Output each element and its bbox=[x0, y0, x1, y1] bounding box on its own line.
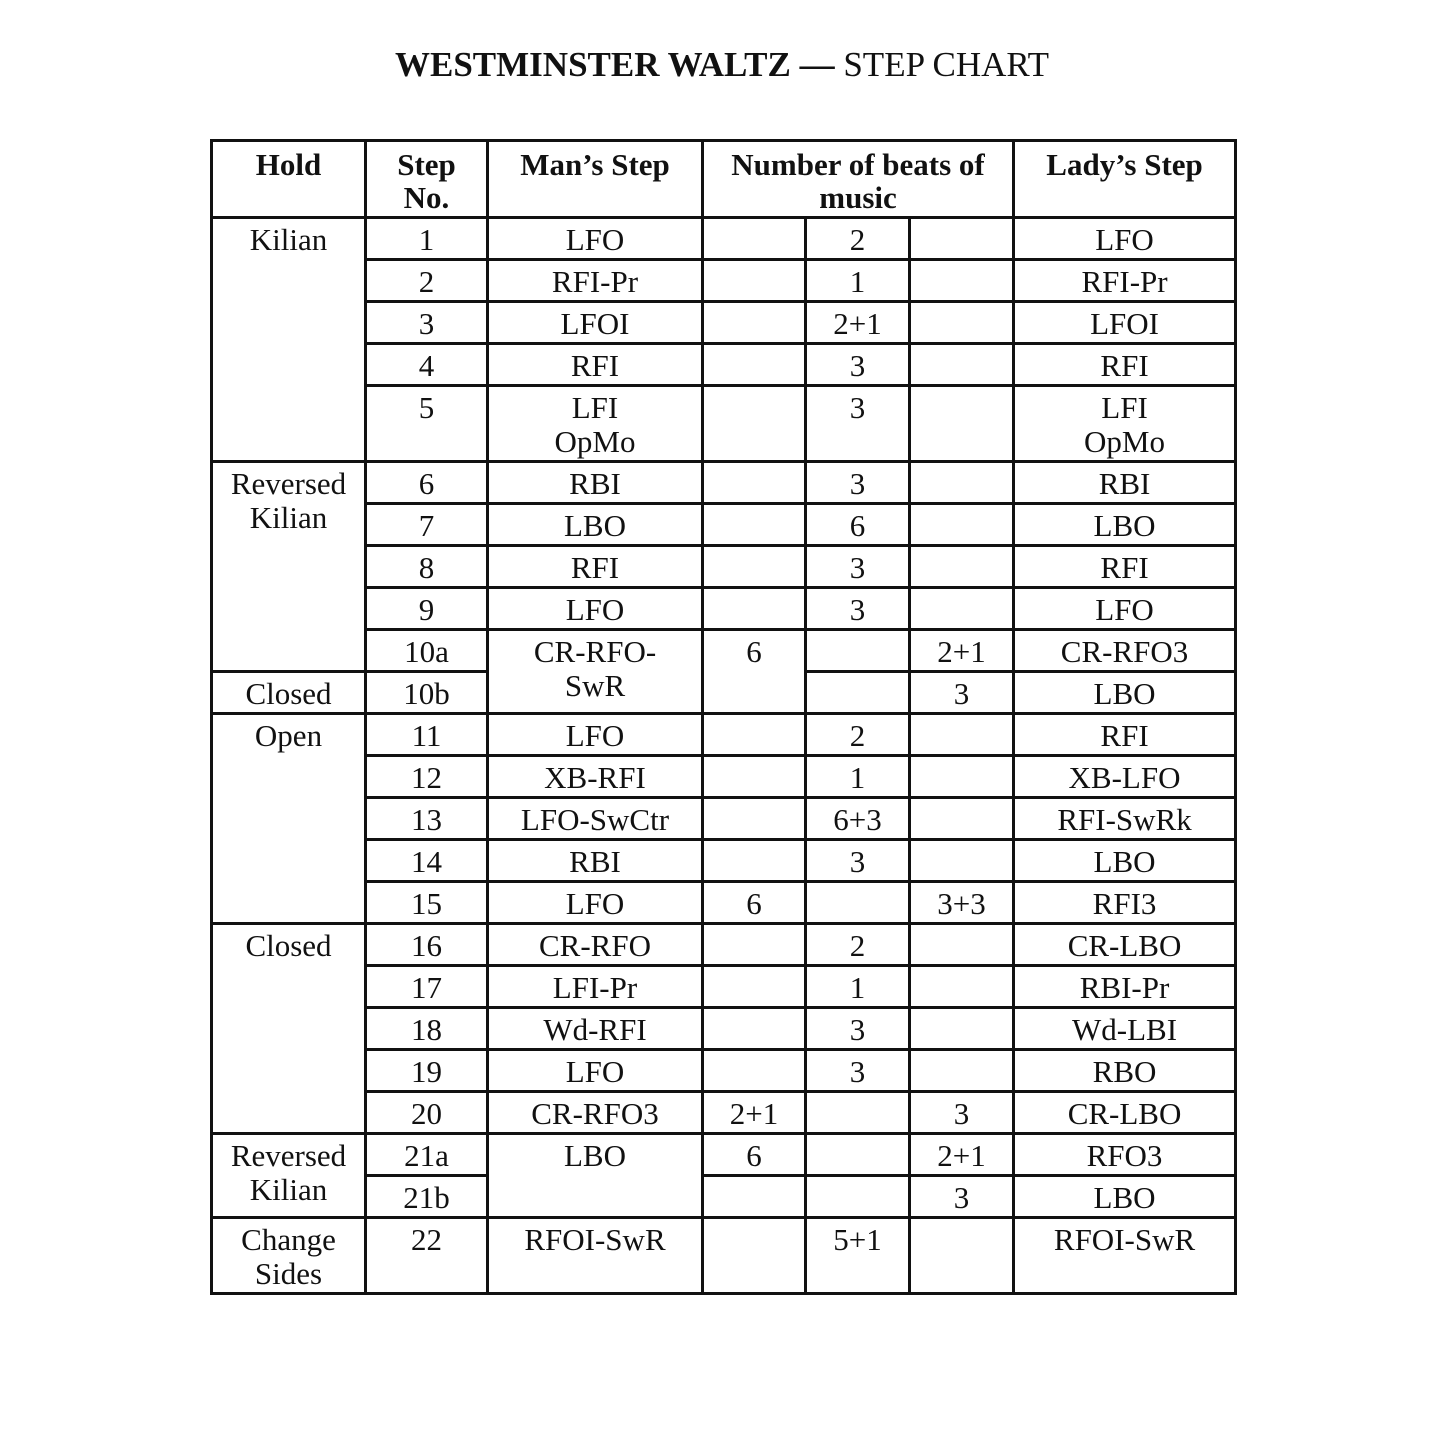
mans-step-cell bbox=[488, 924, 703, 966]
mans-step-cell bbox=[488, 344, 703, 386]
beats-lady-cell bbox=[910, 462, 1014, 504]
beats-lady-cell: 3 bbox=[910, 672, 1014, 714]
ladys-step-cell bbox=[1014, 462, 1236, 504]
beats-man-cell bbox=[703, 218, 806, 260]
cell-line: LFI-Pr bbox=[552, 970, 638, 1005]
ladys-step-cell bbox=[1014, 1218, 1236, 1294]
step-number-cell: 21a bbox=[366, 1134, 488, 1176]
mans-step-cell bbox=[488, 966, 703, 1008]
step-number-cell: 13 bbox=[366, 798, 488, 840]
cell-line: LFO bbox=[1095, 222, 1154, 257]
beats-man-cell bbox=[703, 344, 806, 386]
hold-cell bbox=[212, 714, 366, 924]
table-row bbox=[212, 546, 1236, 588]
cell-line: Sides bbox=[254, 1256, 323, 1291]
cell-line: LFO bbox=[565, 222, 625, 257]
cell-line: Wd-RFI bbox=[543, 1012, 647, 1047]
cell-line: LBO bbox=[1093, 676, 1156, 711]
mans-step-cell bbox=[488, 1218, 703, 1294]
title-dash: — bbox=[799, 45, 835, 84]
ladys-step-cell bbox=[1014, 1050, 1236, 1092]
cell-line: LBO bbox=[1093, 508, 1156, 543]
table-row bbox=[212, 462, 1236, 504]
beats-man-cell bbox=[703, 1218, 806, 1294]
mans-step-cell bbox=[488, 504, 703, 546]
beats-both-cell: 3 bbox=[806, 386, 910, 462]
step-number-cell: 4 bbox=[366, 344, 488, 386]
mans-step-cell bbox=[488, 882, 703, 924]
cell-line: SwR bbox=[564, 668, 626, 703]
step-number-cell: 14 bbox=[366, 840, 488, 882]
hold-cell bbox=[212, 924, 366, 1134]
beats-man-cell bbox=[703, 1008, 806, 1050]
beats-lady-cell bbox=[910, 588, 1014, 630]
header-step-no: Step No. bbox=[366, 141, 488, 218]
cell-line: LFO bbox=[1095, 592, 1154, 627]
beats-lady-cell bbox=[910, 1050, 1014, 1092]
ladys-step-cell bbox=[1014, 260, 1236, 302]
beats-man-cell bbox=[703, 588, 806, 630]
mans-step-cell bbox=[488, 1008, 703, 1050]
cell-line: Wd-LBI bbox=[1072, 1012, 1178, 1047]
step-number-cell: 2 bbox=[366, 260, 488, 302]
table-row bbox=[212, 1008, 1236, 1050]
table-row bbox=[212, 1176, 1236, 1218]
cell-line: CR-RFO bbox=[539, 928, 651, 963]
header-beats: Number of beats of music bbox=[703, 141, 1014, 218]
table-row bbox=[212, 1050, 1236, 1092]
cell-line: RFI bbox=[570, 550, 620, 585]
ladys-step-cell bbox=[1014, 966, 1236, 1008]
beats-both-cell: 1 bbox=[806, 756, 910, 798]
beats-lady-cell bbox=[910, 1218, 1014, 1294]
cell-line: LFI bbox=[571, 390, 619, 425]
cell-line: LFO-SwCtr bbox=[520, 802, 670, 837]
ladys-step-cell bbox=[1014, 1176, 1236, 1218]
beats-man-cell: 6 bbox=[703, 1134, 806, 1176]
ladys-step-cell bbox=[1014, 630, 1236, 672]
hold-cell bbox=[212, 672, 366, 714]
table-row bbox=[212, 260, 1236, 302]
step-number-cell: 6 bbox=[366, 462, 488, 504]
beats-man-cell bbox=[703, 840, 806, 882]
mans-step-cell bbox=[488, 588, 703, 630]
chart-body bbox=[212, 218, 1236, 1294]
beats-lady-cell bbox=[910, 504, 1014, 546]
hold-cell bbox=[212, 218, 366, 462]
beats-both-cell: 2 bbox=[806, 218, 910, 260]
mans-step-cell bbox=[488, 840, 703, 882]
beats-lady-cell bbox=[910, 1008, 1014, 1050]
cell-line: CR-RFO3 bbox=[1060, 634, 1189, 669]
cell-line: OpMo bbox=[554, 424, 636, 459]
cell-line: RFI-SwRk bbox=[1057, 802, 1192, 837]
table-row bbox=[212, 504, 1236, 546]
table-row bbox=[212, 840, 1236, 882]
beats-man-cell bbox=[703, 798, 806, 840]
cell-line: Kilian bbox=[249, 1172, 328, 1207]
step-number-cell: 21b bbox=[366, 1176, 488, 1218]
cell-line: CR-RFO3 bbox=[531, 1096, 659, 1131]
mans-step-cell bbox=[488, 714, 703, 756]
step-number-cell: 22 bbox=[366, 1218, 488, 1294]
cell-line: LFOI bbox=[560, 306, 630, 341]
ladys-step-cell bbox=[1014, 386, 1236, 462]
ladys-step-cell bbox=[1014, 344, 1236, 386]
step-number-cell: 3 bbox=[366, 302, 488, 344]
beats-both-cell: 3 bbox=[806, 1050, 910, 1092]
step-chart-table bbox=[210, 139, 1237, 1295]
beats-both-cell: 2 bbox=[806, 924, 910, 966]
mans-step-cell bbox=[488, 756, 703, 798]
beats-lady-cell: 2+1 bbox=[910, 630, 1014, 672]
beats-both-cell: 6+3 bbox=[806, 798, 910, 840]
table-row bbox=[212, 386, 1236, 462]
beats-both-cell: 2 bbox=[806, 714, 910, 756]
beats-lady-cell bbox=[910, 546, 1014, 588]
beats-man-cell bbox=[703, 462, 806, 504]
beats-both-cell bbox=[806, 882, 910, 924]
beats-lady-cell: 2+1 bbox=[910, 1134, 1014, 1176]
beats-lady-cell: 3 bbox=[910, 1176, 1014, 1218]
beats-man-cell bbox=[703, 546, 806, 588]
mans-step-cell bbox=[488, 798, 703, 840]
ladys-step-cell bbox=[1014, 924, 1236, 966]
mans-step-cell bbox=[488, 1092, 703, 1134]
beats-both-cell bbox=[806, 1176, 910, 1218]
step-number-cell: 11 bbox=[366, 714, 488, 756]
step-number-cell: 10b bbox=[366, 672, 488, 714]
beats-lady-cell: 3+3 bbox=[910, 882, 1014, 924]
cell-line: RFI bbox=[1100, 550, 1149, 585]
cell-line: CR-LBO bbox=[1067, 1096, 1182, 1131]
mans-step-cell bbox=[488, 1050, 703, 1092]
header-hold: Hold bbox=[212, 141, 366, 218]
cell-line: XB-RFI bbox=[544, 760, 646, 795]
table-row bbox=[212, 302, 1236, 344]
cell-line: LBO bbox=[1093, 844, 1156, 879]
beats-both-cell: 3 bbox=[806, 462, 910, 504]
cell-line: RFOI-SwR bbox=[1053, 1222, 1196, 1257]
beats-man-cell bbox=[703, 924, 806, 966]
mans-step-cell bbox=[488, 260, 703, 302]
beats-lady-cell bbox=[910, 260, 1014, 302]
cell-line: LFO bbox=[565, 1054, 625, 1089]
beats-both-cell: 1 bbox=[806, 260, 910, 302]
step-number-cell: 1 bbox=[366, 218, 488, 260]
cell-line: LFO bbox=[565, 718, 625, 753]
cell-line: RFI-Pr bbox=[551, 264, 639, 299]
mans-step-cell bbox=[488, 630, 703, 714]
mans-step-cell bbox=[488, 218, 703, 260]
step-number-cell: 10a bbox=[366, 630, 488, 672]
mans-step-cell bbox=[488, 1134, 703, 1218]
ladys-step-cell bbox=[1014, 546, 1236, 588]
table-row bbox=[212, 924, 1236, 966]
cell-line: OpMo bbox=[1084, 424, 1165, 459]
beats-man-cell bbox=[703, 714, 806, 756]
step-number-cell: 5 bbox=[366, 386, 488, 462]
beats-lady-cell bbox=[910, 924, 1014, 966]
table-row bbox=[212, 1218, 1236, 1294]
beats-man-cell bbox=[703, 302, 806, 344]
cell-line: RFI bbox=[1100, 718, 1149, 753]
beats-lady-cell bbox=[910, 218, 1014, 260]
cell-line: Change bbox=[241, 1222, 336, 1257]
mans-step-cell bbox=[488, 462, 703, 504]
cell-line: CR-RFO- bbox=[533, 634, 657, 669]
beats-lady-cell bbox=[910, 798, 1014, 840]
step-number-cell: 7 bbox=[366, 504, 488, 546]
cell-line: RBI-Pr bbox=[1079, 970, 1170, 1005]
beats-man-cell bbox=[703, 260, 806, 302]
table-row bbox=[212, 966, 1236, 1008]
beats-man-cell: 2+1 bbox=[703, 1092, 806, 1134]
ladys-step-cell bbox=[1014, 840, 1236, 882]
cell-line: XB-LFO bbox=[1068, 760, 1181, 795]
beats-man-cell: 6 bbox=[703, 882, 806, 924]
hold-cell bbox=[212, 1218, 366, 1294]
beats-lady-cell bbox=[910, 344, 1014, 386]
table-row bbox=[212, 344, 1236, 386]
beats-man-cell bbox=[703, 386, 806, 462]
beats-both-cell: 3 bbox=[806, 344, 910, 386]
beats-man-cell bbox=[703, 504, 806, 546]
cell-line: Reversed bbox=[230, 466, 347, 501]
beats-lady-cell bbox=[910, 386, 1014, 462]
cell-line: Open bbox=[254, 718, 323, 753]
cell-line: Closed bbox=[245, 928, 332, 963]
ladys-step-cell bbox=[1014, 302, 1236, 344]
table-row bbox=[212, 588, 1236, 630]
beats-lady-cell bbox=[910, 840, 1014, 882]
title-subtitle: STEP CHART bbox=[843, 45, 1050, 84]
title-main: WESTMINSTER WALTZ bbox=[394, 45, 791, 84]
table-row bbox=[212, 882, 1236, 924]
table-row bbox=[212, 714, 1236, 756]
table-row bbox=[212, 798, 1236, 840]
beats-both-cell bbox=[806, 630, 910, 672]
cell-line: RBI bbox=[569, 466, 621, 501]
beats-both-cell: 6 bbox=[806, 504, 910, 546]
step-number-cell: 8 bbox=[366, 546, 488, 588]
cell-line: CR-LBO bbox=[1067, 928, 1182, 963]
cell-line: RBI bbox=[569, 844, 621, 879]
cell-line: RFOI-SwR bbox=[524, 1222, 666, 1257]
hold-cell bbox=[212, 462, 366, 672]
header-mans-step: Man’s Step bbox=[488, 141, 703, 218]
cell-line: RFI-Pr bbox=[1081, 264, 1168, 299]
step-number-cell: 16 bbox=[366, 924, 488, 966]
cell-line: LBO bbox=[1093, 1180, 1156, 1215]
cell-line: Kilian bbox=[249, 222, 328, 257]
ladys-step-cell bbox=[1014, 218, 1236, 260]
beats-both-cell: 3 bbox=[806, 546, 910, 588]
table-row bbox=[212, 756, 1236, 798]
beats-both-cell: 3 bbox=[806, 1008, 910, 1050]
cell-line: RFI bbox=[570, 348, 620, 383]
step-number-cell: 20 bbox=[366, 1092, 488, 1134]
beats-both-cell: 1 bbox=[806, 966, 910, 1008]
table-row bbox=[212, 630, 1236, 672]
step-number-cell: 15 bbox=[366, 882, 488, 924]
beats-man-cell bbox=[703, 966, 806, 1008]
beats-man-cell bbox=[703, 756, 806, 798]
cell-line: RFI3 bbox=[1092, 886, 1157, 921]
cell-line: RBO bbox=[1092, 1054, 1157, 1089]
cell-line: LFO bbox=[565, 592, 625, 627]
beats-man-cell bbox=[703, 1176, 806, 1218]
ladys-step-cell bbox=[1014, 798, 1236, 840]
table-row bbox=[212, 1092, 1236, 1134]
mans-step-cell bbox=[488, 302, 703, 344]
cell-line: RFI bbox=[1100, 348, 1149, 383]
ladys-step-cell bbox=[1014, 504, 1236, 546]
cell-line: Kilian bbox=[249, 500, 328, 535]
ladys-step-cell bbox=[1014, 1092, 1236, 1134]
step-number-cell: 12 bbox=[366, 756, 488, 798]
table-row bbox=[212, 218, 1236, 260]
step-number-cell: 19 bbox=[366, 1050, 488, 1092]
beats-both-cell: 2+1 bbox=[806, 302, 910, 344]
beats-both-cell: 5+1 bbox=[806, 1218, 910, 1294]
cell-line: LFI bbox=[1101, 390, 1148, 425]
beats-both-cell bbox=[806, 672, 910, 714]
cell-line: LBO bbox=[564, 1138, 626, 1173]
step-number-cell: 17 bbox=[366, 966, 488, 1008]
beats-lady-cell: 3 bbox=[910, 1092, 1014, 1134]
beats-both-cell: 3 bbox=[806, 588, 910, 630]
table-row bbox=[212, 1134, 1236, 1176]
beats-lady-cell bbox=[910, 302, 1014, 344]
mans-step-cell bbox=[488, 386, 703, 462]
cell-line: RBI bbox=[1098, 466, 1151, 501]
cell-line: Closed bbox=[245, 676, 332, 711]
ladys-step-cell bbox=[1014, 588, 1236, 630]
mans-step-cell bbox=[488, 546, 703, 588]
step-number-cell: 9 bbox=[366, 588, 488, 630]
beats-lady-cell bbox=[910, 756, 1014, 798]
cell-line: Reversed bbox=[230, 1138, 347, 1173]
page-title bbox=[0, 42, 1444, 88]
beats-lady-cell bbox=[910, 714, 1014, 756]
header-row bbox=[212, 141, 1236, 218]
step-number-cell: 18 bbox=[366, 1008, 488, 1050]
ladys-step-cell bbox=[1014, 756, 1236, 798]
beats-lady-cell bbox=[910, 966, 1014, 1008]
hold-cell bbox=[212, 1134, 366, 1218]
cell-line: LBO bbox=[564, 508, 626, 543]
beats-man-cell: 6 bbox=[703, 630, 806, 714]
beats-man-cell bbox=[703, 1050, 806, 1092]
header-ladys-step: Lady’s Step bbox=[1014, 141, 1236, 218]
ladys-step-cell bbox=[1014, 882, 1236, 924]
cell-line: LFO bbox=[565, 886, 625, 921]
cell-line: LFOI bbox=[1090, 306, 1159, 341]
beats-both-cell: 3 bbox=[806, 840, 910, 882]
beats-both-cell bbox=[806, 1092, 910, 1134]
ladys-step-cell bbox=[1014, 672, 1236, 714]
ladys-step-cell bbox=[1014, 1134, 1236, 1176]
beats-both-cell bbox=[806, 1134, 910, 1176]
ladys-step-cell bbox=[1014, 714, 1236, 756]
ladys-step-cell bbox=[1014, 1008, 1236, 1050]
cell-line: RFO3 bbox=[1086, 1138, 1163, 1173]
